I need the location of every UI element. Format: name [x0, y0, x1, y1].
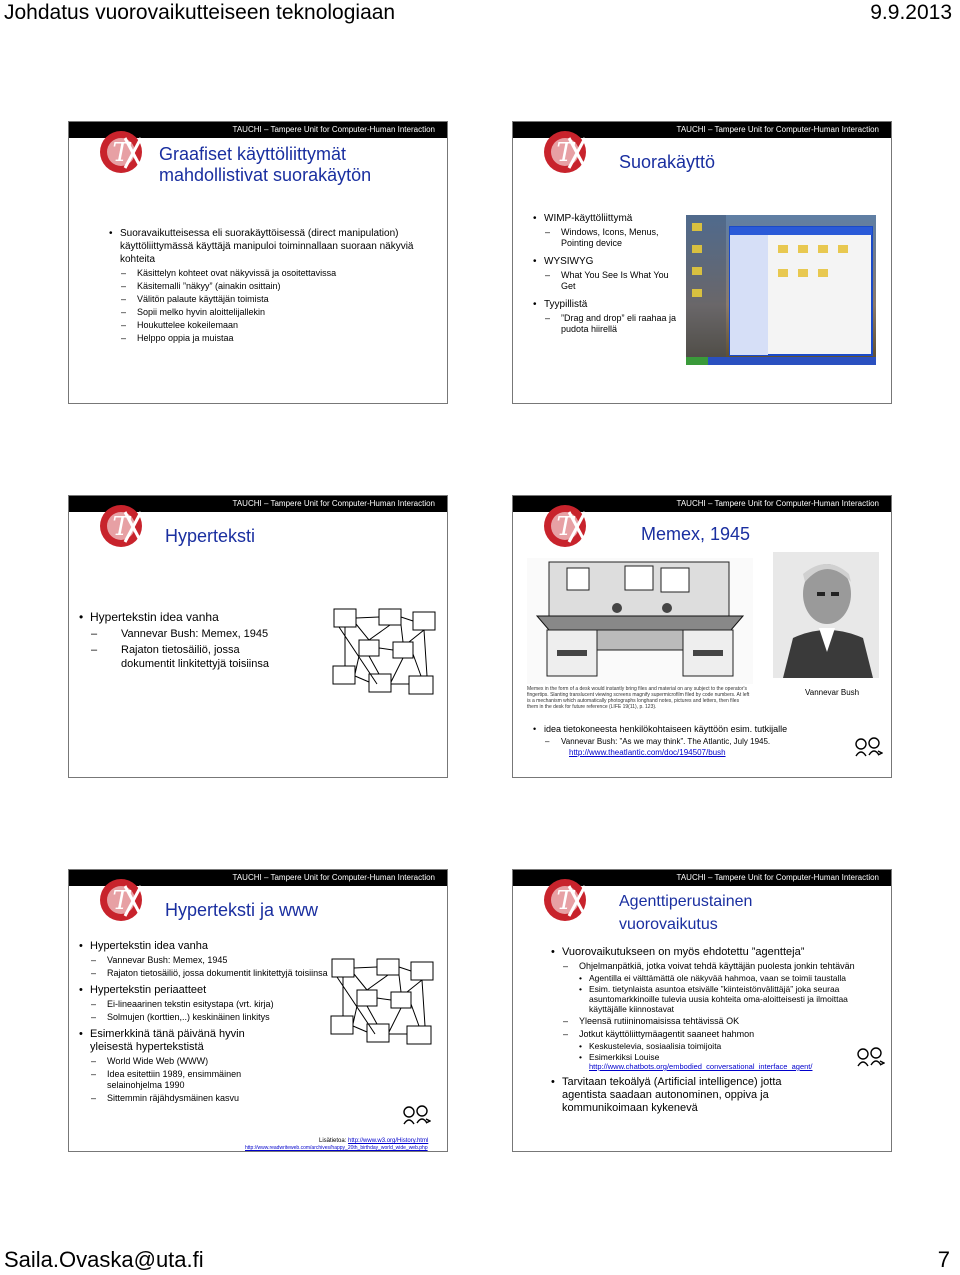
slide-hyperteksti [68, 495, 448, 778]
bullet: • Tyypillistä [533, 298, 683, 311]
page-date: 9.9.2013 [870, 1, 952, 24]
bullet: • Suoravaikutteisessa eli suorakäyttöisessä (direct manipulation) käyttöliittymässä käyttäjä manipuloi toiminnallaan suoraan näkyviä kohteita [109, 227, 429, 266]
sub-bullet: – Houkuttelee kokeilemaan [109, 320, 429, 331]
lisatietoa-note: Lisätietoa: http://www.w3.org/History.html [319, 1138, 429, 1144]
tauchi-logo-icon [95, 128, 147, 176]
sub-bullet: – Käsittelyn kohteet ovat näkyvissä ja osoitettavissa [109, 268, 429, 279]
sub-bullet: – Jotkut käyttöliittymäagentit saaneet hahmon [551, 1029, 881, 1040]
bullet: • Tarvitaan tekoälyä (Artificial intelligence) jotta agentista saadaan autonominen, oppiva ja kommunikoimaan kykenevä [551, 1076, 822, 1115]
slide-body [79, 608, 279, 671]
slide-header: TAUCHI – Tampere Unit for Computer-Human Interaction [69, 870, 447, 886]
sub-bullet: – Yleensä rutiininomaisissa tehtävissä OK [551, 1016, 881, 1027]
slide-suorakaytto [512, 121, 892, 404]
slide-title: Hyperteksti ja www [165, 900, 319, 920]
slide-title: Hyperteksti [165, 526, 256, 546]
bullet: • WIMP-käyttöliittymä [533, 212, 683, 225]
slide-hyperteksti-www [68, 869, 448, 1152]
memex-figure-caption: Memex in the form of a desk would instantly bring files and material on any subject to the operator's fingertips. Slanting translucent viewing screens magnify supermicrofilm filed by code numbers. At left is a mechanism which automatically photographs longhand notes, pictures and letters, then files them in the desk for future reference (LIFE 19(11), p. 123). [527, 686, 750, 710]
sub-bullet: – Rajaton tietosäiliö, jossa dokumentit linkitettyjä toisiinsa [79, 968, 329, 979]
sub-bullet: – Sittemmin räjähdysmäinen kasvu [79, 1093, 329, 1104]
sub-bullet: – Rajaton tietosäiliö, jossa dokumentit linkitettyjä toisiinsa [79, 643, 271, 671]
w3-history-link[interactable]: http://www.w3.org/History.html [348, 1138, 429, 1144]
sub-bullet: – Idea esitettiin 1989, ensimmäinen selainohjelma 1990 [79, 1069, 287, 1091]
vannevar-bush-photo [773, 552, 879, 678]
sub-bullet: – Ohjelmanpätkiä, jotka voivat tehdä käyttäjän puolesta jonkin tehtävän [551, 961, 869, 972]
sub-bullet: – Vannevar Bush: Memex, 1945 [79, 627, 279, 641]
tauchi-logo-icon [539, 128, 591, 176]
sub-sub-bullet: • Esim. tietynlaista asuntoa etsivälle ”kiinteistönvälittäjä” joka seuraa asuntomarkkinoille tulevia uusia kohteita oma-aloitteisesti ja ilmoittaa käyttäjälle kiinnostavat [551, 984, 869, 1014]
slide-header: TAUCHI – Tampere Unit for Computer-Human Interaction [513, 870, 891, 886]
slide-agentit [512, 869, 892, 1152]
sub-sub-bullet: • Keskustelevia, sosiaalisia toimijoita [551, 1041, 881, 1051]
slide-graafiset [68, 121, 448, 404]
bullet: • Hypertekstin idea vanha [79, 940, 329, 953]
sub-sub-bullet: • Esimerkiksi Louise [551, 1052, 881, 1062]
sub-bullet: – Solmujen (korttien,..) keskinäinen linkitys [79, 1012, 337, 1023]
slide-body [551, 944, 881, 1115]
tauchi-logo-icon [95, 876, 147, 924]
slide-title: Graafiset käyttöliittymät mahdollistivat suorakäytön [159, 144, 372, 185]
people-talking-icon [853, 736, 883, 760]
bullet: • Esimerkkinä tänä päivänä hyvin yleisestä hypertekstistä [79, 1028, 280, 1054]
slide-body [533, 210, 683, 335]
memex-desk-illustration [527, 558, 753, 684]
bullet: • idea tietokoneesta henkilökohtaiseen käyttöön esim. tutkijalle [533, 724, 853, 735]
sub-bullet: – Helppo oppia ja muistaa [109, 333, 429, 344]
hypertext-graph-diagram [327, 954, 437, 1054]
people-talking-icon [855, 1046, 885, 1070]
sub-bullet: – Ei-lineaarinen tekstin esitystapa (vrt. kirja) [79, 999, 277, 1010]
people-talking-icon [401, 1104, 431, 1128]
slide-header: TAUCHI – Tampere Unit for Computer-Human Interaction [69, 496, 447, 512]
page-email: Saila.Ovaska@uta.fi [4, 1247, 204, 1272]
sub-bullet: – ”Drag and drop” eli raahaa ja pudota hiirellä [533, 313, 683, 335]
atlantic-link[interactable]: http://www.theatlantic.com/doc/194507/bush [569, 748, 726, 757]
slide-body [533, 722, 853, 758]
sub-bullet: – Välitön palaute käyttäjän toimista [109, 294, 429, 305]
tauchi-logo-icon [539, 502, 591, 550]
slide-body [109, 225, 429, 344]
bullet: • Hypertekstin idea vanha [79, 610, 279, 625]
slide-title: Memex, 1945 [641, 524, 751, 544]
sub-bullet: – Vannevar Bush: Memex, 1945 [79, 955, 329, 966]
slide-header: TAUCHI – Tampere Unit for Computer-Human Interaction [513, 122, 891, 138]
sub-bullet: – What You See Is What You Get [533, 270, 683, 292]
slide-title: Agenttiperustainen vuorovaikutus [619, 893, 753, 933]
readwriteweb-link[interactable]: http://www.readwriteweb.com/archives/happy_20th_birthday_world_wide_web.php [245, 1145, 428, 1151]
tauchi-logo-icon [539, 876, 591, 924]
slide-header: TAUCHI – Tampere Unit for Computer-Human Interaction [513, 496, 891, 512]
bullet: • WYSIWYG [533, 255, 683, 268]
bullet: • Hypertekstin periaatteet [79, 984, 329, 997]
page-number: 7 [937, 1247, 950, 1272]
sub-bullet: – Sopii melko hyvin aloittelijallekin [109, 307, 429, 318]
sub-bullet: – World Wide Web (WWW) [79, 1056, 329, 1067]
slide-body [79, 938, 329, 1104]
sub-bullet: – Windows, Icons, Menus, Pointing device [533, 227, 683, 249]
sub-bullet: – Käsitemalli ”näkyy” (ainakin osittain) [109, 281, 429, 292]
chatbots-link[interactable]: http://www.chatbots.org/embodied_conversational_interface_agent/ [589, 1062, 813, 1071]
slide-memex [512, 495, 892, 778]
slide-title: Suorakäyttö [619, 152, 716, 172]
sub-bullet: – Vannevar Bush: ”As we may think”. The Atlantic, July 1945. [533, 737, 853, 747]
photo-caption: Vannevar Bush [805, 688, 860, 697]
slide-header: TAUCHI – Tampere Unit for Computer-Human Interaction [69, 122, 447, 138]
hypertext-graph-diagram [329, 604, 439, 704]
desktop-screenshot-image [686, 215, 876, 365]
sub-sub-bullet: • Agentilla ei välttämättä ole näkyvää hahmoa, vaan se toimii taustalla [551, 973, 859, 983]
page-title: Johdatus vuorovaikutteiseen teknologiaan [4, 1, 396, 24]
tauchi-logo-icon [95, 502, 147, 550]
bullet: • Vuorovaikutukseen on myös ehdotettu ”agentteja” [551, 946, 881, 959]
